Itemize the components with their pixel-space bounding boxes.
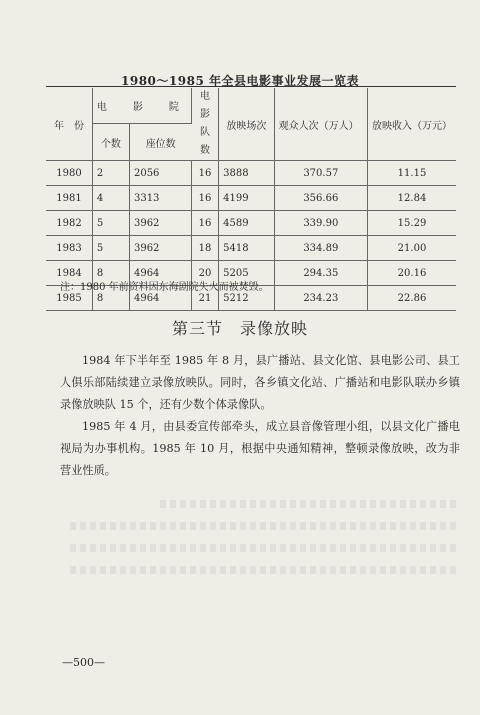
cell-cinema-count: 4 xyxy=(92,186,129,211)
cell-year: 1985 xyxy=(46,286,92,311)
table-title: 1980～1985 年全县电影事业发展一览表 xyxy=(121,74,359,88)
cell-screenings: 5205 xyxy=(219,261,274,286)
cell-film-teams: 18 xyxy=(191,236,218,261)
cell-cinema-count: 2 xyxy=(92,161,129,186)
cell-year: 1983 xyxy=(46,236,92,261)
cell-attendance: 339.90 xyxy=(274,211,367,236)
table-row xyxy=(46,161,456,186)
cell-revenue: 22.86 xyxy=(368,286,457,311)
table-top-rule xyxy=(46,86,456,87)
header-revenue: 放映收入（万元） xyxy=(368,88,457,161)
cell-revenue: 20.16 xyxy=(368,261,457,286)
header-film-teams: 电影队数 xyxy=(191,88,218,161)
cell-cinema-seats: 3962 xyxy=(129,236,191,261)
header-cinema: 电 影 院 xyxy=(92,88,191,124)
cell-revenue: 15.29 xyxy=(368,211,457,236)
cell-film-teams: 21 xyxy=(191,286,218,311)
table-row xyxy=(46,211,456,236)
paragraph: 1984 年下半年至 1985 年 8 月，县广播站、县文化馆、县电影公司、县工人俱乐部陆续建立录像放映队。同时，各乡镇文化站、广播站和电影队联办乡镇录像放映队 15 个，还有少数个体录像队。 xyxy=(60,354,460,411)
table-row xyxy=(46,236,456,261)
paragraph: 1985 年 4 月，由县委宣传部牵头，成立县音像管理小组，以县文化广播电视局为办事机构。1985 年 10 月，根据中央通知精神，整顿录像放映，改为非营业性质。 xyxy=(60,420,460,477)
table-note: 注：1980 年前资料因东海剧院失火而被焚毁。 xyxy=(60,282,269,293)
cell-revenue: 21.00 xyxy=(368,236,457,261)
cell-film-teams: 16 xyxy=(191,211,218,236)
cell-film-teams: 16 xyxy=(191,161,218,186)
cell-cinema-count: 5 xyxy=(92,211,129,236)
cell-cinema-count: 5 xyxy=(92,236,129,261)
bleed-through-text xyxy=(70,566,460,574)
cell-film-teams: 20 xyxy=(191,261,218,286)
header-year: 年 份 xyxy=(46,88,92,161)
bleed-through-text xyxy=(70,522,460,530)
header-cinema-count: 个数 xyxy=(92,124,129,161)
cell-cinema-seats: 4964 xyxy=(129,286,191,311)
cell-year: 1981 xyxy=(46,186,92,211)
cell-year: 1982 xyxy=(46,211,92,236)
cell-revenue: 12.84 xyxy=(368,186,457,211)
cell-cinema-count: 8 xyxy=(92,261,129,286)
cell-screenings: 5212 xyxy=(219,286,274,311)
cell-attendance: 334.89 xyxy=(274,236,367,261)
cell-cinema-seats: 2056 xyxy=(129,161,191,186)
header-attendance: 观众人次（万人） xyxy=(274,88,367,161)
cell-screenings: 4199 xyxy=(219,186,274,211)
cell-cinema-seats: 3962 xyxy=(129,211,191,236)
cell-cinema-count: 8 xyxy=(92,286,129,311)
bleed-through-text xyxy=(160,500,460,508)
section-title: 第三节 录像放映 xyxy=(171,319,308,338)
header-cinema-seats: 座位数 xyxy=(129,124,191,161)
cell-screenings: 3888 xyxy=(219,161,274,186)
cell-revenue: 11.15 xyxy=(368,161,457,186)
cell-attendance: 370.57 xyxy=(274,161,367,186)
cell-cinema-seats: 4964 xyxy=(129,261,191,286)
cell-attendance: 294.35 xyxy=(274,261,367,286)
page-number: —500— xyxy=(62,656,105,669)
cell-cinema-seats: 3313 xyxy=(129,186,191,211)
cell-screenings: 5418 xyxy=(219,236,274,261)
table-header-row xyxy=(46,88,456,124)
cell-attendance: 234.23 xyxy=(274,286,367,311)
cell-film-teams: 16 xyxy=(191,186,218,211)
header-screenings: 放映场次 xyxy=(219,88,274,161)
cell-attendance: 356.66 xyxy=(274,186,367,211)
table-row xyxy=(46,186,456,211)
cell-year: 1980 xyxy=(46,161,92,186)
cell-year: 1984 xyxy=(46,261,92,286)
cell-screenings: 4589 xyxy=(219,211,274,236)
bleed-through-text xyxy=(70,544,460,552)
